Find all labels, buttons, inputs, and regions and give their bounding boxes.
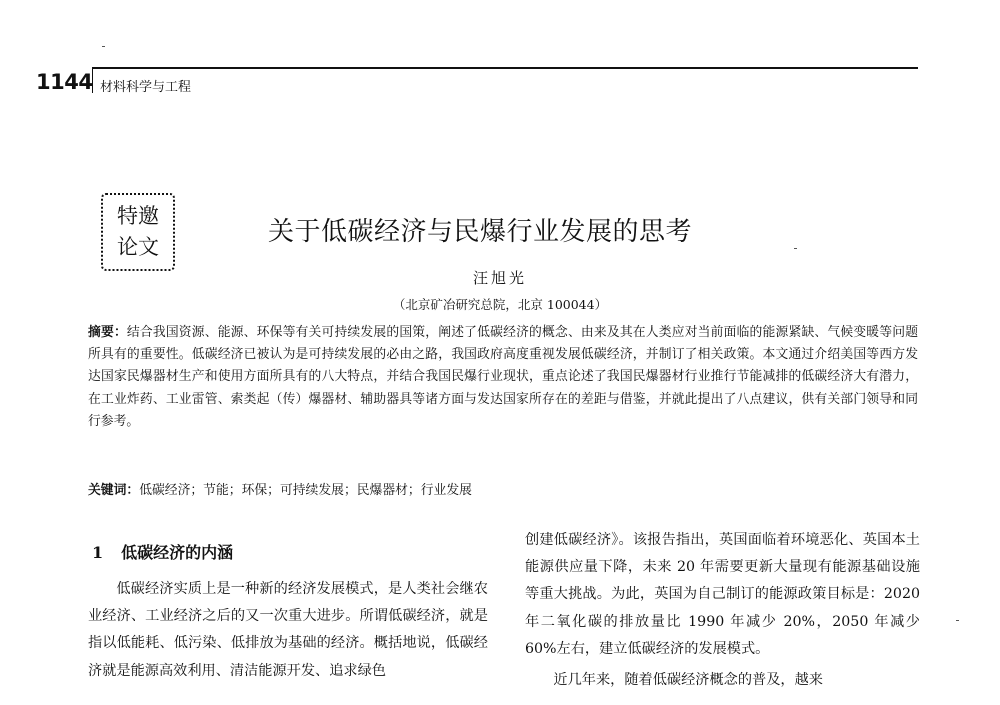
right-paragraph-1: 创建低碳经济》。该报告指出，英国面临着环境恶化、英国本土能源供应量下降，未来 20 年需要更新大量现有能源基础设施等重大挑战。为此，英国为自己制订的能源政策目标是：2020 年二氧化碳的排放量比 1990 年减少 20%，2050 年减少 60%左右，建立低碳经济的发展模式。 <box>525 532 920 657</box>
journal-name: 材料科学与工程 <box>100 80 192 95</box>
section-title: 低碳经济的内涵 <box>121 543 234 562</box>
scan-speck <box>102 46 105 47</box>
header-divider <box>92 67 93 93</box>
badge-line-1: 特邀 <box>117 204 159 228</box>
article-title: 关于低碳经济与民爆行业发展的思考 <box>268 217 693 247</box>
invited-paper-badge <box>101 193 175 271</box>
badge-line-2: 论文 <box>117 235 159 259</box>
scan-speck <box>794 248 797 249</box>
abstract-text: 结合我国资源、能源、环保等有关可持续发展的国策，阐述了低碳经济的概念、由来及其在人类应对当前面临的能源紧缺、气候变暖等问题所具有的重要性。低碳经济已被认为是可持续发展的必由之路，我国政府高度重视发展低碳经济，并制订了相关政策。本文通过介绍美国等西方发达国家民爆器材生产和使用方面所具有的八大特点，并结合我国民爆行业现状，重点论述了我国民爆器材行业推行节能减排的低碳经济大有潜力，在工业炸药、工业雷管、索类起（传）爆器材、辅助器具等诸方面与发达国家所存在的差距与借鉴，并就此提出了八点建议，供有关部门领导和同行参考。 <box>88 325 919 429</box>
section-number: 1 <box>92 543 104 562</box>
header-rule <box>92 67 918 69</box>
abstract <box>88 322 918 433</box>
affiliation: （北京矿冶研究总院，北京 100044） <box>392 297 608 312</box>
right-column <box>525 527 920 698</box>
page-number: 1144 <box>36 70 93 94</box>
section-paragraph: 低碳经济实质上是一种新的经济发展模式，是人类社会继农业经济、工业经济之后的又一次重大进步。所谓低碳经济，就是指以低能耗、低污染、低排放为基础的经济。概括地说，低碳经济就是能源高效利用、清洁能源开发、追求绿色 <box>88 581 488 679</box>
keywords-label: 关键词： <box>88 483 140 498</box>
abstract-label: 摘要： <box>88 325 127 340</box>
section-heading <box>92 540 488 566</box>
author: 汪旭光 <box>472 269 527 287</box>
scan-speck <box>956 620 959 621</box>
keywords-text: 低碳经济；节能；环保；可持续发展；民爆器材；行业发展 <box>139 483 472 498</box>
keywords <box>88 481 918 501</box>
left-column <box>88 540 488 685</box>
right-paragraph-2: 近几年来，随着低碳经济概念的普及，越来 <box>553 672 823 689</box>
